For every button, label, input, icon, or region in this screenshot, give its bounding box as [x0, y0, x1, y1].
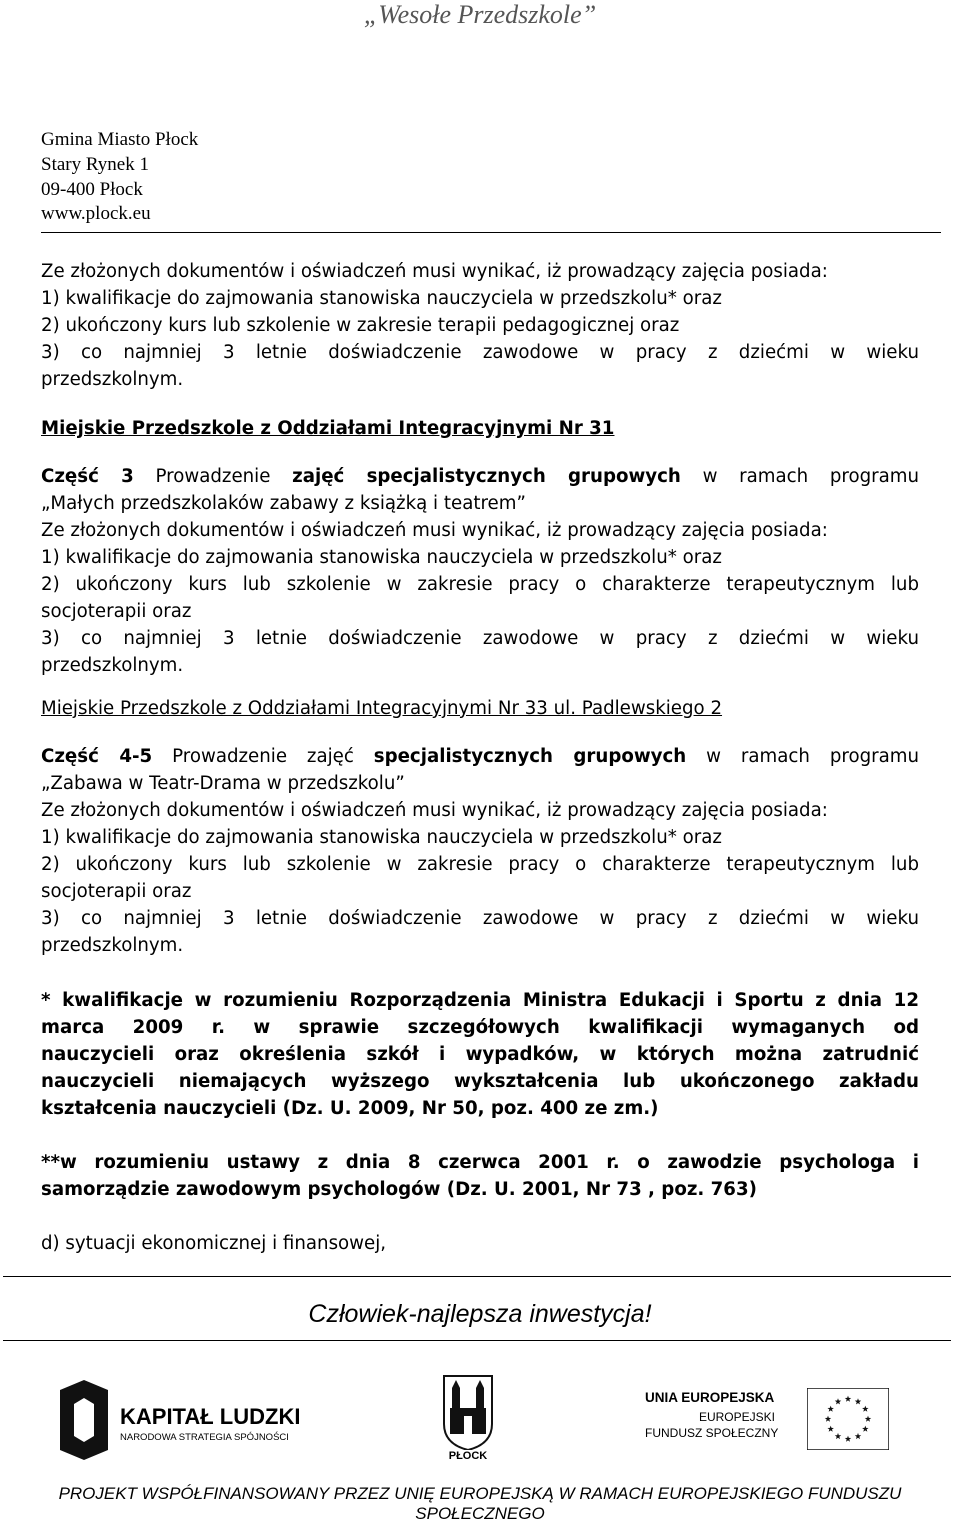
eu-subtitle-1: EUROPEJSKI — [698, 1410, 775, 1424]
section1-item2: 2) ukończony kurs lub szkolenie w zakresie terapii pedagogicznej oraz — [41, 315, 680, 336]
part45-item2a: 2) ukończony kurs lub szkolenie w zakresie pracy o charakterze terapeutycznym lub — [41, 854, 919, 875]
school2-name: Miejskie Przedszkole z Oddziałami Integracyjnymi Nr 33 ul. Padlewskiego 2 — [41, 698, 723, 719]
part45-item1: 1) kwalifikacje do zajmowania stanowiska nauczyciela w przedszkolu* oraz — [41, 827, 722, 848]
part3-item3b: przedszkolnym. — [41, 655, 184, 676]
part3-heading — [41, 466, 919, 487]
part45-label: Część 4-5 — [41, 746, 153, 767]
footnote1-line4: nauczycieli niemających wyższego wykształcenia lub ukończonego zakładu — [41, 1071, 919, 1092]
address-link[interactable]: www.plock.eu — [41, 203, 151, 224]
part45-program: „Zabawa w Teatr-Drama w przedszkolu” — [41, 773, 405, 794]
part3-bold1: zajęć specjalistycznych grupowych — [292, 466, 681, 487]
part45-item3a: 3) co najmniej 3 letnie doświadczenie zawodowe w pracy z dziećmi w wieku — [41, 908, 919, 929]
part45-intro: Ze złożonych dokumentów i oświadczeń musi wynikać, iż prowadzący zajęcia posiada: — [41, 800, 828, 821]
plock-crest-logo — [442, 1374, 494, 1464]
footnote2-line2: samorządzie zawodowym psychologów (Dz. U. 2001, Nr 73 , poz. 763) — [41, 1179, 757, 1200]
footer-divider-top — [3, 1276, 951, 1277]
section1-item3a: 3) co najmniej 3 letnie doświadczenie zawodowe w pracy z dziećmi w wieku — [41, 342, 919, 363]
eu-subtitle-2: FUNDUSZ SPOŁECZNY — [645, 1426, 779, 1440]
part45-bold1: specjalistycznych grupowych — [373, 746, 687, 767]
kapital-ludzki-logo — [60, 1380, 320, 1460]
part3-item2a: 2) ukończony kurs lub szkolenie w zakresie pracy o charakterze terapeutycznym lub — [41, 574, 919, 595]
kapital-ludzki-title: KAPITAŁ LUDZKI — [120, 1404, 301, 1429]
footnote1-line2: marca 2009 r. w sprawie szczegółowych kwalifikacji wymaganych od — [41, 1017, 919, 1038]
section1-item3b: przedszkolnym. — [41, 369, 184, 390]
footnote2-line1: **w rozumieniu ustawy z dnia 8 czerwca 2001 r. o zawodzie psychologa i — [41, 1152, 919, 1173]
eu-flag-icon — [807, 1388, 889, 1450]
part45-text1: Prowadzenie zajęć — [172, 746, 354, 767]
section1-item1: 1) kwalifikacje do zajmowania stanowiska nauczyciela w przedszkolu* oraz — [41, 288, 722, 309]
school1-name: Miejskie Przedszkole z Oddziałami Integracyjnymi Nr 31 — [41, 418, 615, 439]
section-d-text: d) sytuacji ekonomicznej i finansowej, — [41, 1233, 387, 1254]
footer-divider-bottom — [3, 1340, 951, 1341]
motto: Człowiek-najlepsza inwestycja! — [308, 1300, 652, 1328]
part3-text2: w ramach programu — [702, 466, 919, 487]
kapital-ludzki-emblem-icon — [60, 1380, 108, 1460]
footer-line-2: SPOŁECZNEGO — [415, 1504, 545, 1523]
footer-line-1: PROJEKT WSPÓŁFINANSOWANY PRZEZ UNIĘ EUROPEJSKĄ W RAMACH EUROPEJSKIEGO FUNDUSZU — [58, 1484, 902, 1503]
eu-title: UNIA EUROPEJSKA — [645, 1390, 775, 1405]
plock-crest-icon — [442, 1374, 494, 1450]
section1-intro: Ze złożonych dokumentów i oświadczeń musi wynikać, iż prowadzący zajęcia posiada: — [41, 261, 828, 282]
part3-label: Część 3 — [41, 466, 134, 487]
address-line-2: Stary Rynek 1 — [41, 154, 149, 175]
part45-heading — [41, 746, 919, 767]
kapital-ludzki-subtitle: NARODOWA STRATEGIA SPÓJNOŚCI — [120, 1432, 289, 1443]
plock-label: PŁOCK — [448, 1450, 488, 1462]
part45-item2b: socjoterapii oraz — [41, 881, 192, 902]
eu-social-fund-logo — [645, 1388, 895, 1458]
part3-text1: Prowadzenie — [155, 466, 271, 487]
footnote1-line5: kształcenia nauczycieli (Dz. U. 2009, Nr 50, poz. 400 ze zm.) — [41, 1098, 659, 1119]
document-header-title: „Wesołe Przedszkole” — [363, 0, 597, 29]
part3-program: „Małych przedszkolaków zabawy z książką i teatrem” — [41, 493, 526, 514]
part3-intro: Ze złożonych dokumentów i oświadczeń musi wynikać, iż prowadzący zajęcia posiada: — [41, 520, 828, 541]
part3-item3a: 3) co najmniej 3 letnie doświadczenie zawodowe w pracy z dziećmi w wieku — [41, 628, 919, 649]
address-line-3: 09-400 Płock — [41, 179, 143, 200]
header-divider — [41, 232, 941, 233]
footnote1-line3: nauczycieli oraz określenia szkół i wypadków, w których można zatrudnić — [41, 1044, 919, 1065]
part45-item3b: przedszkolnym. — [41, 935, 184, 956]
part45-text2: w ramach programu — [706, 746, 919, 767]
part3-item1: 1) kwalifikacje do zajmowania stanowiska nauczyciela w przedszkolu* oraz — [41, 547, 722, 568]
part3-item2b: socjoterapii oraz — [41, 601, 192, 622]
footnote1-line1: * kwalifikacje w rozumieniu Rozporządzenia Ministra Edukacji i Sportu z dnia 12 — [41, 990, 919, 1011]
address-line-1: Gmina Miasto Płock — [41, 129, 199, 150]
